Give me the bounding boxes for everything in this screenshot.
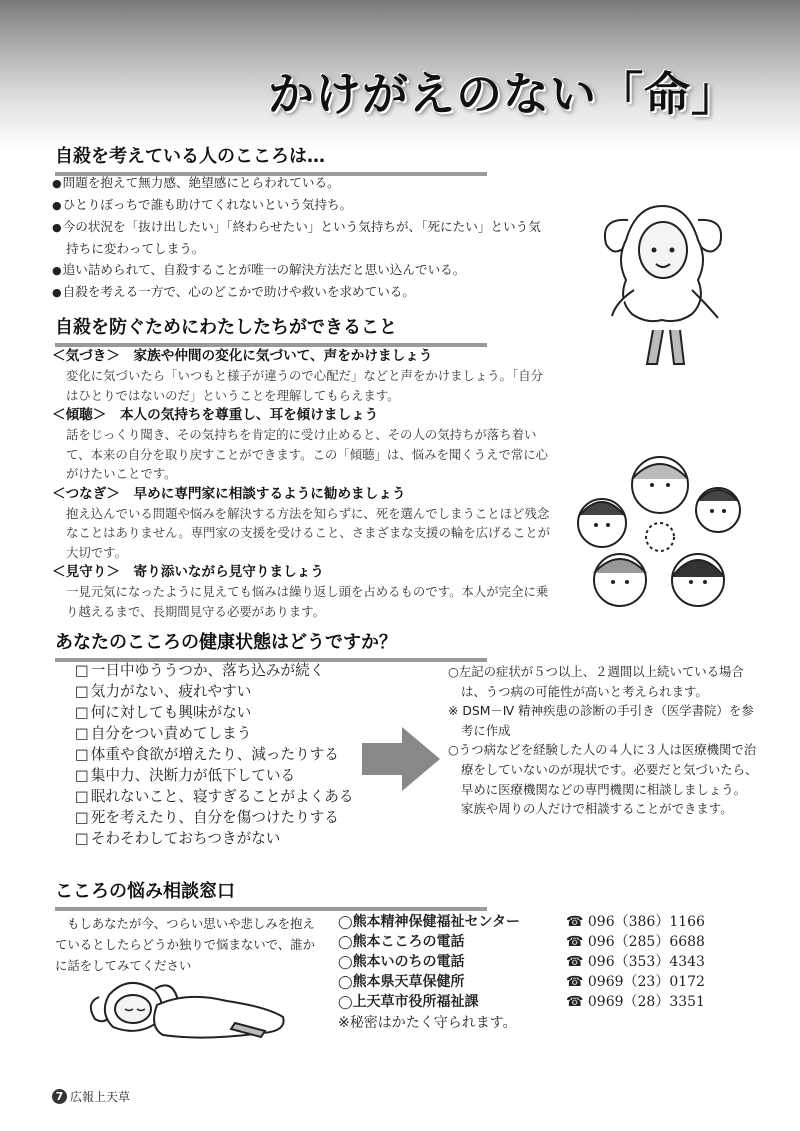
list-item: ● 今の状況を「抜け出したい」「終わらせたい」という気持ちが、「死にたい」という気持ちに変わってしまう。 — [52, 216, 552, 259]
confidentiality-note: ※秘密はかたく守られます。 — [338, 1015, 517, 1031]
health-notes — [448, 662, 758, 819]
point-title-connecting: ＜つなぎ＞ 早めに専門家に相談するように勧めましょう — [52, 485, 406, 502]
contact-phone: ☎ 0969（28）3351 — [566, 994, 705, 1010]
point-body-connecting: 抱え込んでいる問題や悩みを解決する方法を知らずに、死を選んでしまうことほど残念なことはありません。専門家の支援を受けること、さまざまな支援の輪を広げることが大切です。 — [66, 505, 550, 560]
contact-phone: ☎ 096（285）6688 — [566, 934, 705, 950]
checklist-item: □ 気力がない、疲れやすい — [75, 681, 375, 702]
note-reference: ※ DSM－Ⅳ 精神疾患の診断の手引き（医学書院）を参考に作成 — [448, 703, 754, 738]
checklist-item: □ 集中力、決断力が低下している — [75, 765, 375, 786]
right-arrow-icon — [362, 727, 440, 791]
contact-phone: ☎ 096（353）4343 — [566, 954, 705, 970]
publication-name: 広報上天草 — [70, 1090, 131, 1104]
contact-name: ◯ 熊本こころの電話 — [338, 932, 566, 952]
contact-row — [338, 912, 758, 932]
note-symptoms: ○左記の症状が５つ以上、２週間以上続いている場合は、うつ病の可能性が高いと考えられます。 — [448, 664, 744, 699]
checklist-item: □ 死を考えたり、自分を傷つけたりする — [75, 807, 375, 828]
checklist-item: □ 眠れないこと、寝すぎることがよくある — [75, 786, 375, 807]
point-body-watching: 一見元気になったように見えても悩みは繰り返し頭を占めるものです。本人が完全に乗り越えるまで、長期間見守る必要があります。 — [66, 584, 549, 619]
contact-name: ◯ 熊本精神保健福祉センター — [338, 912, 566, 932]
contact-phone: ☎ 096（386）1166 — [566, 914, 705, 930]
contact-list — [338, 912, 758, 1034]
section-heading-mind: 自殺を考えている人のこころは… — [55, 142, 487, 176]
contact-phone: ☎ 0969（23）0172 — [566, 974, 705, 990]
note-family: 家族や周りの人だけで相談することができます。 — [461, 801, 733, 817]
contact-row — [338, 992, 758, 1012]
point-title-awareness: ＜気づき＞ 家族や仲間の変化に気づいて、声をかけましょう — [52, 348, 433, 364]
checklist-item: □ 何に対しても興味がない — [75, 702, 375, 723]
sheep-character-illustration — [598, 180, 728, 370]
contact-name: ◯ 熊本県天草保健所 — [338, 972, 566, 992]
symptom-checklist — [75, 660, 375, 849]
note-treatment: ○うつ病などを経験した人の４人に３人は医療機関で治療をしていないのが現状です。必要だと気づいたら、早めに医療機関などの専門機関に相談しましょう。 — [448, 742, 758, 797]
prevention-points — [52, 346, 552, 621]
checklist-item: □ そわそわしておちつきがない — [75, 828, 375, 849]
people-circle-illustration — [570, 445, 750, 620]
section-heading-consultation: こころの悩み相談窓口 — [55, 877, 487, 911]
contact-row — [338, 932, 758, 952]
contact-row — [338, 972, 758, 992]
section-heading-health: あなたのこころの健康状態はどうですか？ — [55, 628, 487, 662]
contact-row — [338, 952, 758, 972]
list-item: ● 自殺を考える一方で、心のどこかで助けや救いを求めている。 — [52, 281, 552, 303]
point-body-listening: 話をじっくり聞き、その気持ちを肯定的に受け止めると、その人の気持ちが落ち着いて、本来の自分を取り戻すことができます。この「傾聴」は、悩みを聞くうえで常に心がけたいことです。 — [66, 427, 548, 481]
contact-name: ◯ 上天草市役所福祉課 — [338, 992, 566, 1012]
list-item: ● ひとりぼっちで誰も助けてくれないという気持ち。 — [52, 194, 552, 216]
point-title-listening: ＜傾聴＞ 本人の気持ちを尊重し、耳を傾けましょう — [52, 407, 379, 423]
consultation-intro: もしあなたが今、つらい思いや悲しみを抱えているとしたらどうか独りで悩まないで、誰かに話をしてみてください — [55, 916, 315, 973]
section-heading-prevention: 自殺を防ぐためにわたしたちができること — [55, 313, 487, 347]
page-footer — [52, 1088, 130, 1105]
page-number: 7 — [52, 1089, 67, 1104]
contact-name: ◯ 熊本いのちの電話 — [338, 952, 566, 972]
list-item: ● 追い詰められて、自殺することが唯一の解決方法だと思い込んでいる。 — [52, 259, 552, 281]
point-body-awareness: 変化に気づいたら「いつもと様子が違うので心配だ」などと声をかけましょう。「自分はひとりではないのだ」ということを理解してもらえます。 — [66, 368, 544, 403]
checklist-item: □ 体重や食欲が増えたり、減ったりする — [75, 744, 375, 765]
mind-list — [52, 172, 552, 303]
checklist-item: □ 一日中ゆううつか、落ち込みが続く — [75, 660, 375, 681]
checklist-item: □ 自分をつい責めてしまう — [75, 723, 375, 744]
list-item: ● 問題を抱えて無力感、絶望感にとらわれている。 — [52, 172, 552, 194]
point-title-watching: ＜見守り＞ 寄り添いながら見守りましょう — [52, 564, 324, 580]
sleeping-sheep-illustration — [85, 975, 295, 1045]
page-title: かけがえのない「命」 — [268, 67, 738, 121]
